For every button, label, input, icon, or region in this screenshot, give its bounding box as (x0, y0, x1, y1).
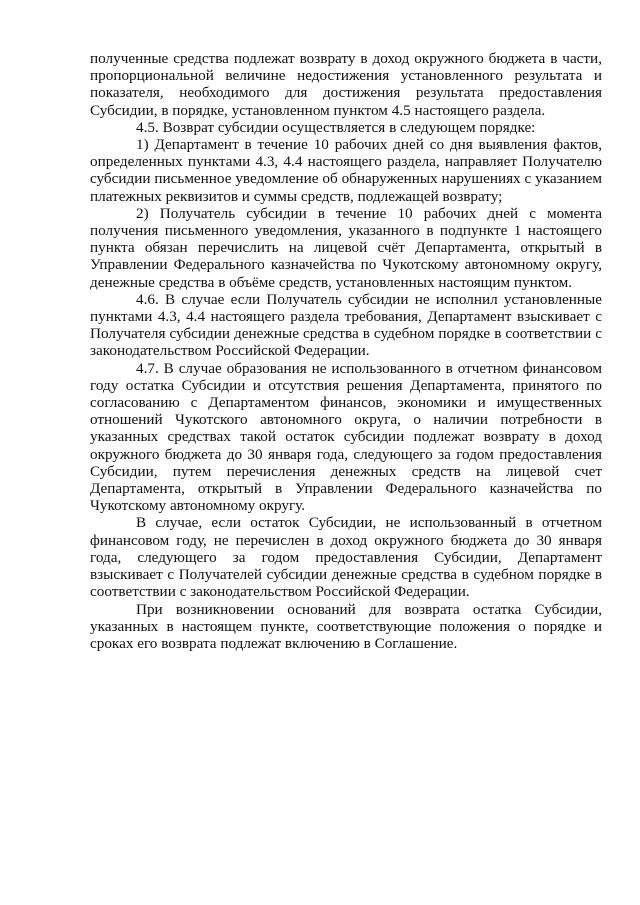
paragraph-4-7: 4.7. В случае образования не использованного в отчетном финансовом году остатка Субсидии и отсутствия решения Департамента, принятого по согласованию с Департаментом финансов, экономики и имущественных отношений Чукотского автономного округа, о наличии потребности в указанных средствах такой остаток субсидии подлежат возврату в доход окружного бюджета до 30 января года, следующего за годом предоставления Субсидии, путем перечисления денежных средств на лицевой счет Департамента, открытый в Управлении Федерального казначейства по Чукотскому автономному округу. (90, 359, 602, 515)
paragraph-4-5-item-2: 2) Получатель субсидии в течение 10 рабочих дней с момента получения письменного уведомления, указанного в подпункте 1 настоящего пункта обязан перечислить на лицевой счёт Департамента, открытый в Управлении Федерального казначейства по Чукотскому автономному округу, денежные средства в объёме средств, установленных настоящим пунктом. (90, 204, 602, 291)
document-page (90, 50, 602, 652)
paragraph-4-6: 4.6. В случае если Получатель субсидии не исполнил установленные пунктами 4.3, 4.4 настоящего раздела требования, Департамент взыскивает с Получателя субсидии денежные средства в судебном порядке в соответствии с законодательством Российской Федерации. (90, 290, 602, 360)
paragraph-4-5-heading: 4.5. Возврат субсидии осуществляется в следующем порядке: (136, 118, 536, 136)
paragraph-continuation: полученные средства подлежат возврату в доход окружного бюджета в части, пропорциональной величине недостижения установленного результата и показателя, необходимого для достижения результата предоставления Субсидии, в порядке, установленном пунктом 4.5 настоящего раздела. (90, 50, 602, 119)
paragraph-agreement: При возникновении оснований для возврата остатка Субсидии, указанных в настоящем пункте, соответствующие положения о порядке и сроках его возврата подлежат включению в Соглашение. (90, 600, 602, 652)
paragraph-unused-balance: В случае, если остаток Субсидии, не использованный в отчетном финансовом году, не перечислен в доход окружного бюджета до 30 января года, следующего за годом предоставления Субсидии, Департамент взыскивает с Получателей субсидии денежные средства в судебном порядке в соответствии с законодательством Российской Федерации. (90, 514, 602, 601)
paragraph-4-5-item-1: 1) Департамент в течение 10 рабочих дней со дня выявления фактов, определенных пунктами 4.3, 4.4 настоящего раздела, направляет Получателю субсидии письменное уведомление об обнаруженных нарушениях с указанием платежных реквизитов и суммы средств, подлежащей возврату; (90, 136, 602, 205)
